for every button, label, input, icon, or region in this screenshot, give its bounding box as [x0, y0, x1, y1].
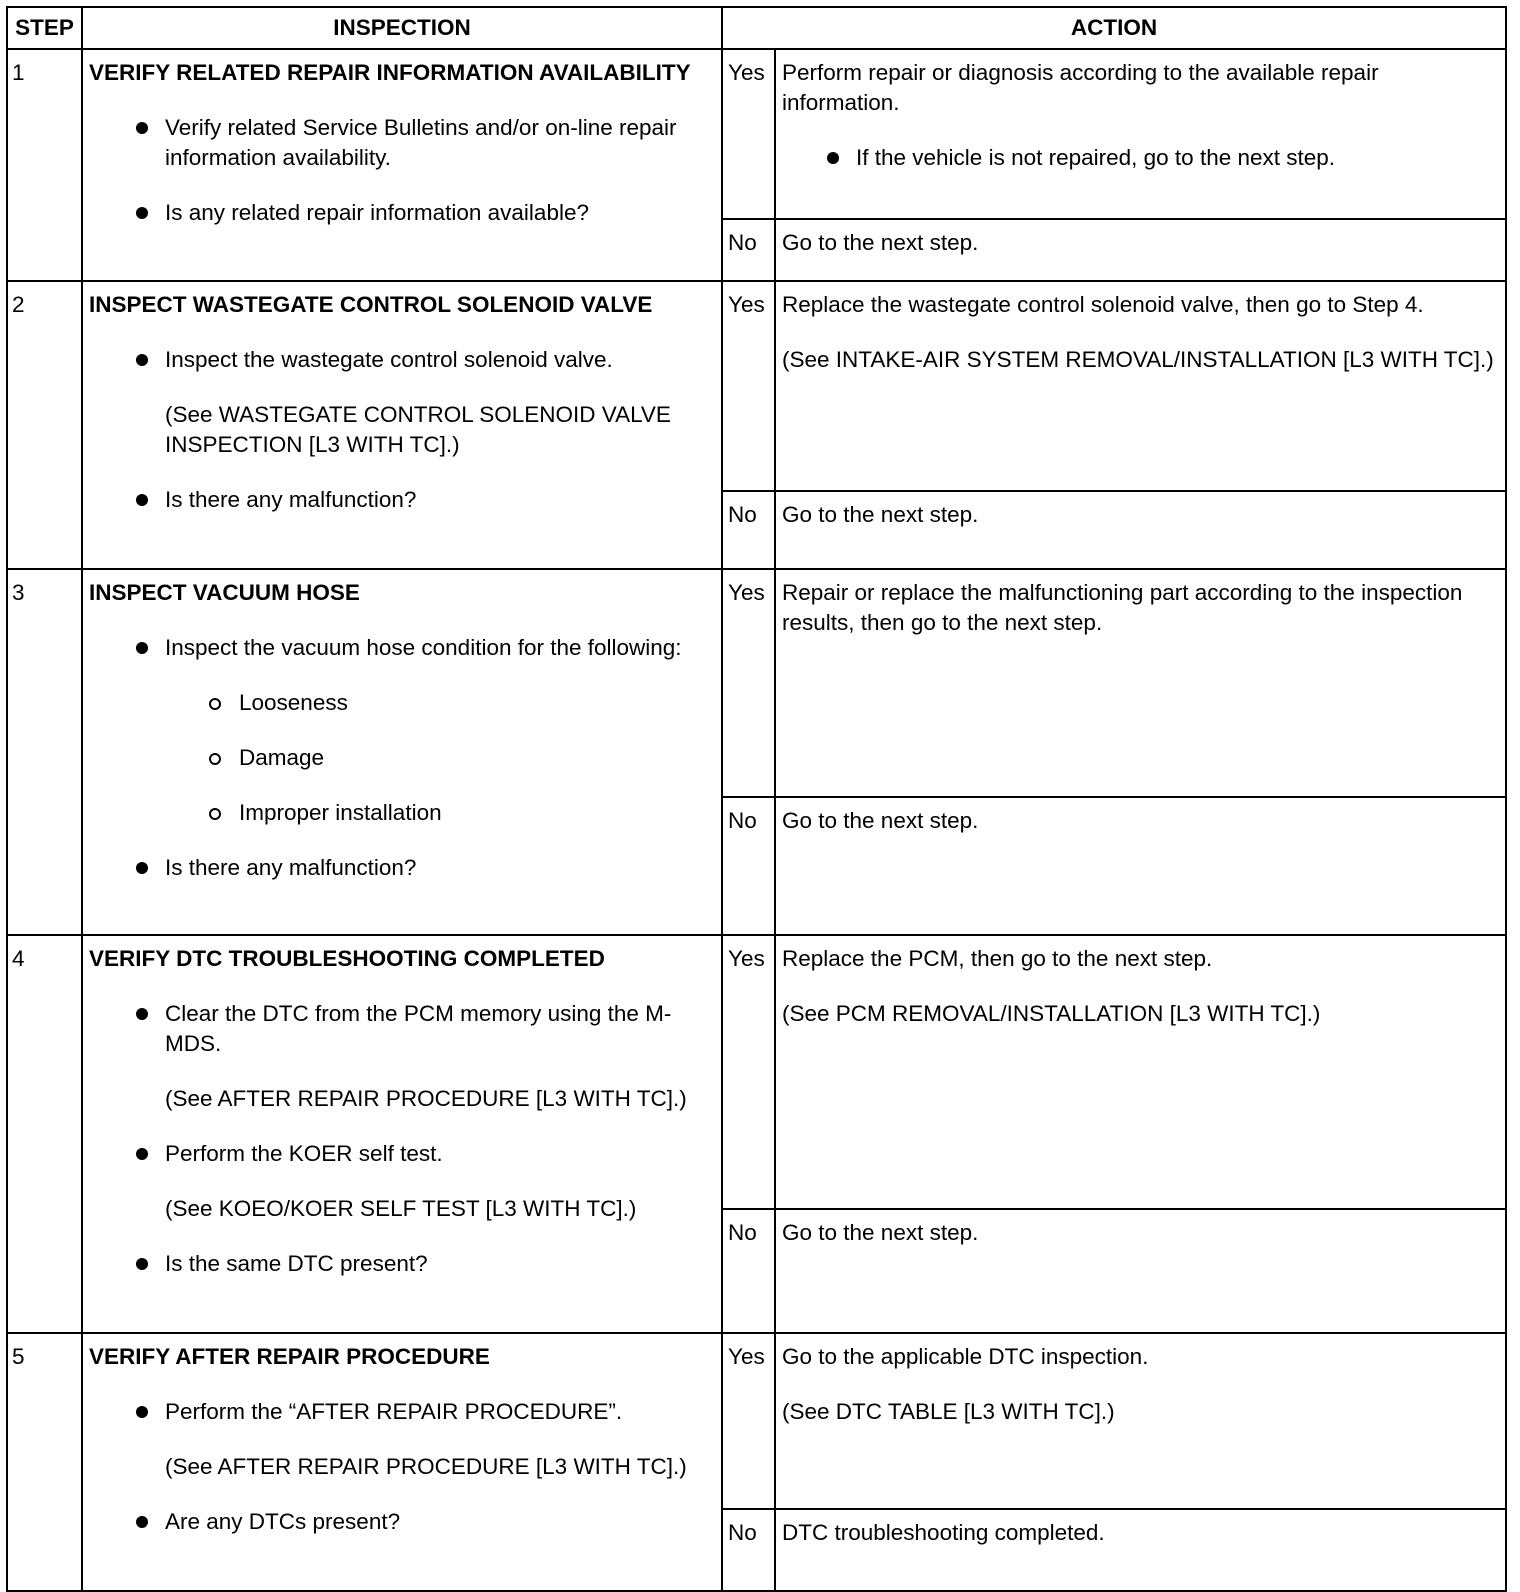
yes-action-reference: (See INTAKE-AIR SYSTEM REMOVAL/INSTALLATION [L3 WITH TC].): [782, 347, 1494, 372]
inspection-bullet: Inspect the wastegate control solenoid valve.: [89, 345, 715, 375]
inspection-bullet: Are any DTCs present?: [89, 1507, 715, 1537]
yes-label: Yes: [722, 49, 775, 219]
inspection-reference: (See AFTER REPAIR PROCEDURE [L3 WITH TC].): [165, 1454, 687, 1479]
yes-action-bullet: If the vehicle is not repaired, go to the next step.: [782, 143, 1499, 173]
inspection-cell: [82, 569, 722, 935]
yes-action-reference: (See DTC TABLE [L3 WITH TC].): [782, 1399, 1115, 1424]
yes-action-cell: [775, 569, 1506, 797]
diagnostic-procedure-table-container: [6, 6, 1507, 1592]
yes-action-cell: [775, 1333, 1506, 1509]
inspection-bullet: Clear the DTC from the PCM memory using the M-MDS.: [89, 999, 715, 1059]
inspection-bullet: Is the same DTC present?: [89, 1249, 715, 1279]
no-action-text: DTC troubleshooting completed.: [775, 1509, 1506, 1591]
inspection-reference: (See KOEO/KOER SELF TEST [L3 WITH TC].): [165, 1196, 637, 1221]
inspection-sub-bullet: Improper installation: [89, 798, 715, 828]
inspection-bullet: Perform the “AFTER REPAIR PROCEDURE”.: [89, 1397, 715, 1427]
no-label: No: [722, 491, 775, 569]
no-label: No: [722, 1209, 775, 1333]
table-row: [7, 49, 1506, 219]
yes-label: Yes: [722, 281, 775, 491]
yes-action-text: Perform repair or diagnosis according to the available repair information.: [782, 60, 1379, 115]
no-label: No: [722, 1509, 775, 1591]
header-step: STEP: [7, 7, 82, 49]
table-row: [7, 281, 1506, 491]
inspection-title: VERIFY DTC TROUBLESHOOTING COMPLETED: [89, 946, 605, 971]
inspection-reference: (See WASTEGATE CONTROL SOLENOID VALVE INSPECTION [L3 WITH TC].): [165, 402, 671, 457]
inspection-bullet: Is there any malfunction?: [89, 485, 715, 515]
inspection-cell: [82, 1333, 722, 1591]
yes-label: Yes: [722, 569, 775, 797]
table-header-row: [7, 7, 1506, 49]
diagnostic-procedure-table: [6, 6, 1507, 1592]
inspection-title: VERIFY AFTER REPAIR PROCEDURE: [89, 1344, 490, 1369]
step-number: 5: [7, 1333, 82, 1591]
inspection-reference: (See AFTER REPAIR PROCEDURE [L3 WITH TC].): [165, 1086, 687, 1111]
step-number: 3: [7, 569, 82, 935]
inspection-bullet: Inspect the vacuum hose condition for the following:: [89, 633, 715, 663]
step-number: 1: [7, 49, 82, 281]
header-inspection: INSPECTION: [82, 7, 722, 49]
yes-action-text: Go to the applicable DTC inspection.: [782, 1344, 1149, 1369]
inspection-title: INSPECT WASTEGATE CONTROL SOLENOID VALVE: [89, 292, 653, 317]
inspection-cell: [82, 281, 722, 569]
yes-action-cell: [775, 49, 1506, 219]
inspection-sub-bullet: Damage: [89, 743, 715, 773]
header-action: ACTION: [722, 7, 1506, 49]
yes-action-text: Replace the wastegate control solenoid valve, then go to Step 4.: [782, 292, 1424, 317]
inspection-bullet: Verify related Service Bulletins and/or on-line repair information availability.: [89, 113, 715, 173]
inspection-sub-bullet: Looseness: [89, 688, 715, 718]
no-action-text: Go to the next step.: [775, 797, 1506, 935]
yes-action-reference: (See PCM REMOVAL/INSTALLATION [L3 WITH TC].): [782, 1001, 1321, 1026]
inspection-cell: [82, 935, 722, 1333]
no-action-text: Go to the next step.: [775, 491, 1506, 569]
step-number: 2: [7, 281, 82, 569]
yes-action-cell: [775, 281, 1506, 491]
table-row: [7, 935, 1506, 1209]
table-row: [7, 1333, 1506, 1509]
inspection-title: VERIFY RELATED REPAIR INFORMATION AVAILABILITY: [89, 60, 691, 85]
step-number: 4: [7, 935, 82, 1333]
yes-action-cell: [775, 935, 1506, 1209]
no-action-text: Go to the next step.: [775, 1209, 1506, 1333]
inspection-cell: [82, 49, 722, 281]
no-label: No: [722, 219, 775, 281]
table-body: [7, 49, 1506, 1591]
yes-label: Yes: [722, 1333, 775, 1509]
table-row: [7, 569, 1506, 797]
inspection-bullet: Is any related repair information available?: [89, 198, 715, 228]
yes-label: Yes: [722, 935, 775, 1209]
yes-action-text: Repair or replace the malfunctioning part according to the inspection results, then go to the next step.: [782, 580, 1463, 635]
no-action-text: Go to the next step.: [775, 219, 1506, 281]
no-label: No: [722, 797, 775, 935]
inspection-bullet: Is there any malfunction?: [89, 853, 715, 883]
inspection-bullet: Perform the KOER self test.: [89, 1139, 715, 1169]
inspection-title: INSPECT VACUUM HOSE: [89, 580, 360, 605]
yes-action-text: Replace the PCM, then go to the next step.: [782, 946, 1213, 971]
